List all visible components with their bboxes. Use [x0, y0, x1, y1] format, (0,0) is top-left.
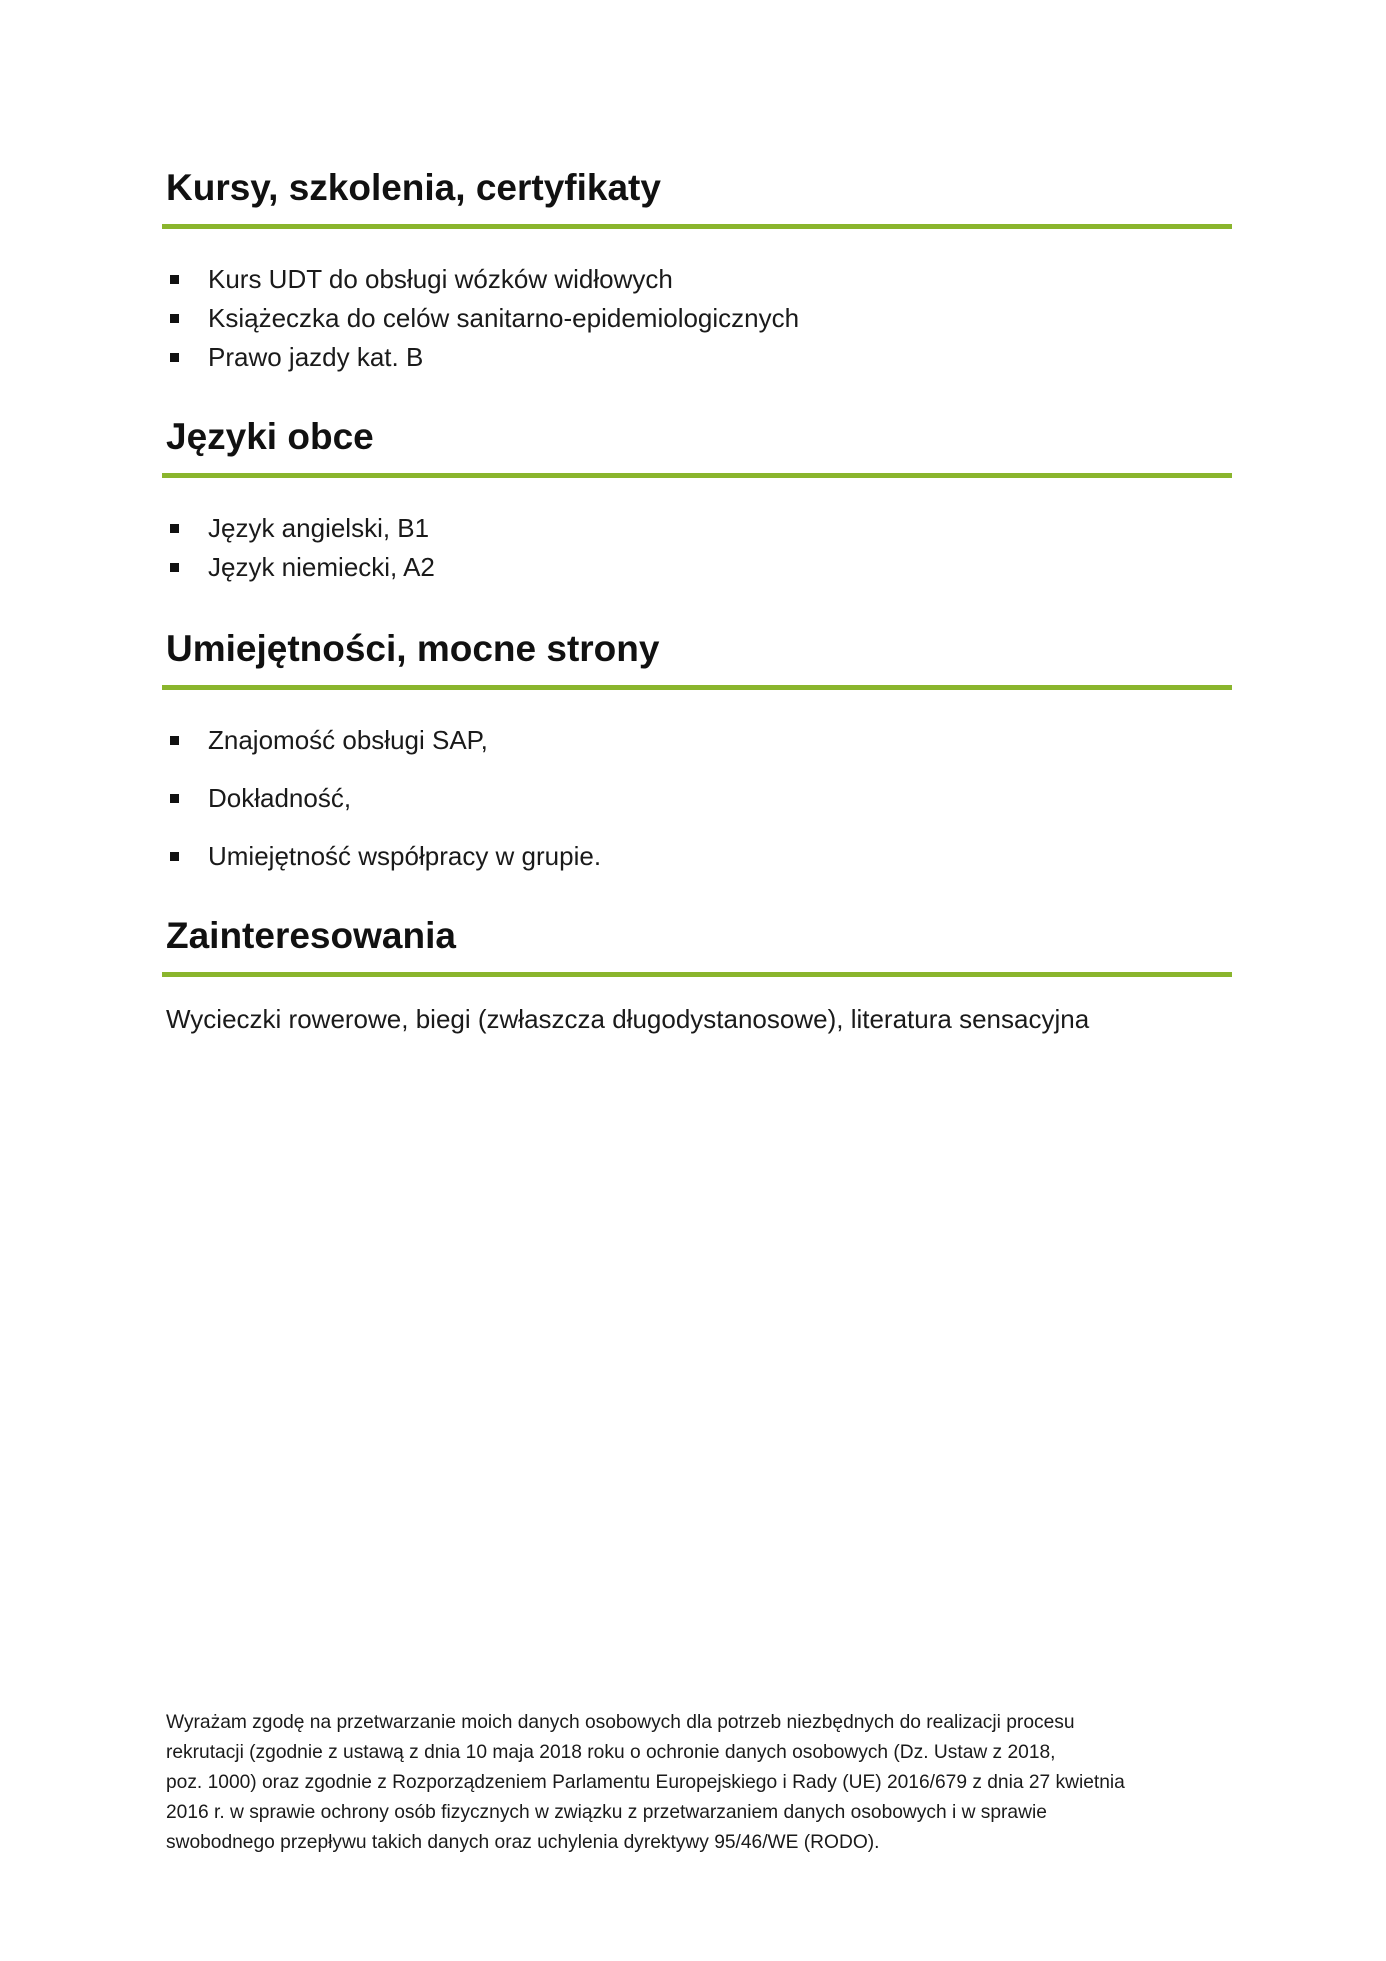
square-bullet-icon [170, 314, 179, 323]
consent-line: poz. 1000) oraz zgodnie z Rozporządzeniem Parlamentu Europejskiego i Rady (UE) 2016/679 z dnia 27 kwietnia [166, 1772, 1125, 1793]
list-item [162, 779, 1232, 837]
list-item [162, 338, 1232, 377]
section-divider [162, 473, 1232, 478]
consent-line: 2016 r. w sprawie ochrony osób fizycznych w związku z przetwarzaniem danych osobowych i w sprawie [166, 1802, 1047, 1823]
list-item-text: Język niemiecki, A2 [208, 552, 435, 582]
skills-list [162, 721, 1232, 895]
list-item-text: Prawo jazdy kat. B [208, 342, 424, 372]
list-item [162, 548, 1232, 587]
list-item-text: Znajomość obsługi SAP, [208, 725, 488, 755]
section-divider [162, 972, 1232, 977]
section-title-interests: Zainteresowania [166, 915, 456, 956]
square-bullet-icon [170, 563, 179, 572]
section-title-languages: Języki obce [166, 416, 374, 457]
list-item-text: Książeczka do celów sanitarno-epidemiologicznych [208, 303, 800, 333]
courses-list [162, 260, 1232, 377]
square-bullet-icon [170, 275, 179, 284]
section-interests [162, 914, 1232, 1037]
list-item [162, 837, 1232, 895]
section-divider [162, 685, 1232, 690]
consent-line: swobodnego przepływu takich danych oraz uchylenia dyrektywy 95/46/WE (RODO). [166, 1832, 880, 1853]
list-item-text: Kurs UDT do obsługi wózków widłowych [208, 264, 673, 294]
square-bullet-icon [170, 794, 179, 803]
consent-line: rekrutacji (zgodnie z ustawą z dnia 10 maja 2018 roku o ochronie danych osobowych (Dz. Ustaw z 2018, [166, 1742, 1056, 1763]
section-title-skills: Umiejętności, mocne strony [166, 628, 660, 669]
list-item [162, 299, 1232, 338]
section-courses [162, 166, 1232, 377]
section-skills [162, 627, 1232, 895]
section-divider [162, 224, 1232, 229]
square-bullet-icon [170, 736, 179, 745]
languages-list [162, 509, 1232, 587]
consent-line: Wyrażam zgodę na przetwarzanie moich danych osobowych dla potrzeb niezbędnych do realizacji procesu [166, 1712, 1075, 1733]
section-title-courses: Kursy, szkolenia, certyfikaty [166, 167, 661, 208]
list-item-text: Język angielski, B1 [208, 513, 430, 543]
list-item-text: Dokładność, [208, 783, 352, 813]
interests-text: Wycieczki rowerowe, biegi (zwłaszcza długodystanosowe), literatura sensacyjna [166, 1004, 1090, 1034]
square-bullet-icon [170, 353, 179, 362]
list-item-text: Umiejętność współpracy w grupie. [208, 841, 602, 871]
square-bullet-icon [170, 852, 179, 861]
list-item [162, 721, 1232, 779]
section-languages [162, 415, 1232, 587]
list-item [162, 260, 1232, 299]
square-bullet-icon [170, 524, 179, 533]
gdpr-consent-clause [166, 1708, 1236, 1858]
list-item [162, 509, 1232, 548]
